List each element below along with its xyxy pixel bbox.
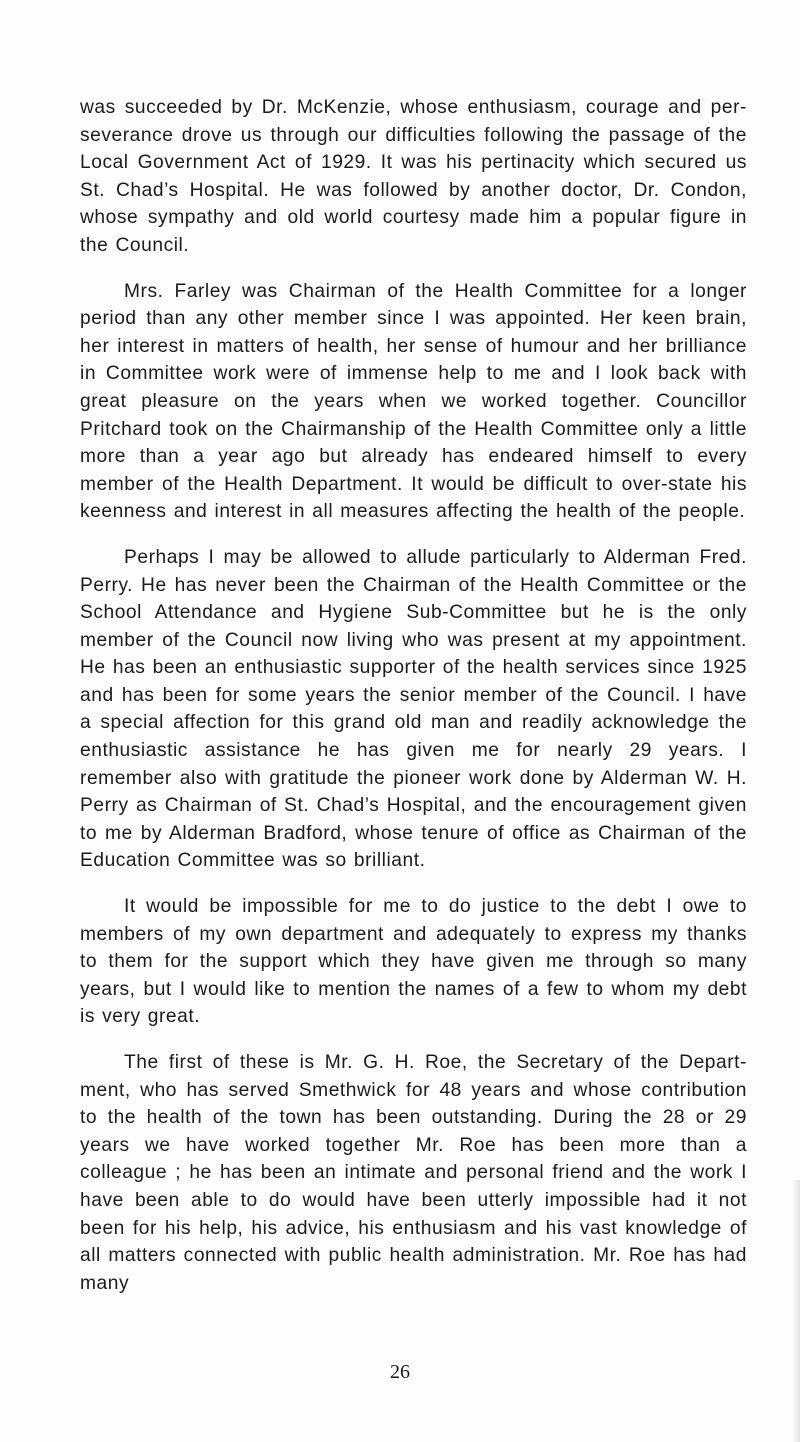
- paragraph-department: It would be impossible for me to do justice to the debt I owe to members of my own department and adequately to express my thanks to them for the support which they have given me through so many years, but I would like to mention the names of a few to whom my debt is very great.: [80, 896, 747, 1028]
- paragraph-perry: Perhaps I may be allowed to allude particularly to Alderman Fred. Perry. He has never been the Chairman of the Health Committee or the School Attendance and Hygiene Sub-Committee but he is the only member of the Council now living who was present at my appointment. He has been an enthusiastic supporter of the health services since 1925 and has been for some years the senior member of the Council. I have a special affection for this grand old man and readily acknowledge the enthusiastic assistance he has given me for nearly 29 years. I remember also with gratitude the pioneer work done by Alderman W. H. Perry as Chairman of St. Chad’s Hospital, and the encouragement given to me by Alderman Bradford, whose tenure of office as Chairman of the Education Committee was so brilliant.: [80, 546, 747, 872]
- body-text: [80, 94, 747, 1315]
- page-number: 26: [390, 1361, 410, 1383]
- page-edge-shadow: [792, 1180, 800, 1442]
- paragraph-continuation: was succeeded by Dr. McKenzie, whose enthusiasm, courage and per-severance drove us through our difficulties following the passage of the Local Government Act of 1929. It was his pertinacity which secured us St. Chad’s Hospital. He was followed by another doctor, Dr. Condon, whose sympathy and old world courtesy made him a popular figure in the Council.: [80, 97, 747, 256]
- paragraph-farley: Mrs. Farley was Chairman of the Health Committee for a longer period than any other member since I was appointed. Her keen brain, her interest in matters of health, her sense of humour and her brilliance in Committee work were of immense help to me and I look back with great pleasure on the years when we worked together. Councillor Pritchard took on the Chairmanship of the Health Committee only a little more than a year ago but already has endeared himself to every member of the Health Department. It would be difficult to over-state his keenness and interest in all measures affecting the health of the people.: [80, 280, 747, 523]
- paragraph-roe: The first of these is Mr. G. H. Roe, the Secretary of the Depart-ment, who has served Smethwick for 48 years and whose contribution to the health of the town has been outstanding. During the 28 or 29 years we have worked together Mr. Roe has been more than a colleague ; he has been an intimate and personal friend and the work I have been able to do would have been utterly impossible had it not been for his help, his advice, his enthusiasm and his vast knowledge of all matters connected with public health administration. Mr. Roe has had many: [80, 1052, 747, 1294]
